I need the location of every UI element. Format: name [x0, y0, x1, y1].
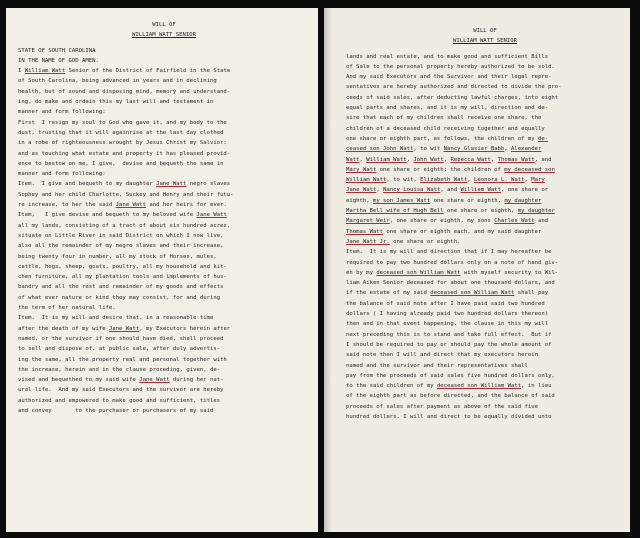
text-line [346, 93, 624, 103]
text-segment: ing the same, all the property real and personal together with [18, 356, 227, 363]
underlined-name: Elizabeth Watt [420, 177, 468, 184]
text-lines [18, 46, 310, 417]
page-subheading: WILLIAM WATT SENIOR [453, 38, 517, 45]
text-segment: of what ever nature or kind they may consist, for and during [18, 294, 221, 301]
text-line [18, 355, 310, 365]
text-line [18, 365, 310, 375]
text-line [18, 344, 310, 354]
text-line [18, 179, 310, 189]
text-line [346, 247, 624, 257]
text-segment: I should be required to pay or should pay the whole amount of [346, 341, 552, 348]
text-segment: said note then I will and direct that my executors herein [346, 352, 538, 359]
text-segment: pay from the proceeds of said sales five hundred dollars only, [346, 372, 555, 379]
underlined-name: Nancy Glasier Babb [443, 146, 505, 153]
text-line [18, 396, 310, 406]
text-line [346, 278, 624, 288]
text-segment: dollars ( I having already paid two hundred dollars thereon) [346, 311, 549, 318]
text-segment: and her heirs for ever. [145, 202, 227, 209]
page-subheading: WILLIAM WATT SENIOR [132, 32, 196, 39]
text-segment: Item. It is my will and desire that, in a reasonable time [18, 315, 214, 322]
text-segment: one share or eighth part, as follows, the children of my [346, 135, 538, 142]
text-segment: one share or eighth; the children of [376, 166, 505, 173]
text-segment: one share or eighth, [430, 197, 505, 204]
underlined-name: deceased son William Watt [376, 269, 461, 276]
underlined-name: Leonora L. Watt [474, 177, 525, 184]
underlined-name: Martha Bell wife of Hugh Bell [346, 208, 444, 215]
text-segment: required to pay two hundred dollars only on a note of hand giv- [346, 259, 559, 266]
text-segment: , in lieu [521, 383, 552, 390]
text-segment: cattle, hogs, sheep, goats, poultry, all my household and kit- [18, 263, 227, 270]
text-line [346, 113, 624, 123]
text-line [18, 169, 310, 179]
text-segment: of South Carolina, being advanced in years and in declining [18, 78, 217, 85]
text-segment: STATE OF SOUTH CAROLINA [18, 47, 96, 54]
page-heading: WILL OF [473, 28, 497, 34]
text-line [346, 391, 624, 401]
underlined-name: Jane Watt [346, 187, 377, 194]
text-segment: to the said children of my [346, 383, 437, 390]
underlined-name: John Watt [413, 156, 444, 163]
text-line [18, 313, 310, 323]
text-segment: to sell and dispose of, at public sale, after duly advertis- [18, 346, 221, 353]
text-line [18, 221, 310, 231]
text-line [18, 210, 310, 220]
document-page-left [6, 8, 318, 532]
text-segment: bandry and all the rest and remainder of my goods and effects [18, 284, 224, 291]
underlined-name: William Watt [24, 68, 66, 75]
text-segment: , [524, 177, 532, 184]
text-segment: one share or eighth each, and my said daughter [383, 228, 542, 235]
text-segment: And my said Executors and the Survivor and their legal repre- [346, 74, 552, 81]
text-segment: and convey to the purchaser or purchasers of my said [18, 407, 214, 414]
text-segment: health, but of sound and disposing mind, memory and understand- [18, 88, 231, 95]
text-line [18, 406, 310, 416]
text-line [18, 118, 310, 128]
text-segment: the term of her natural life. [18, 305, 116, 312]
text-line [18, 252, 310, 262]
text-segment: , and [534, 156, 552, 163]
text-line [346, 237, 624, 247]
text-segment: , [376, 187, 384, 194]
text-segment: negro slaves [186, 181, 231, 188]
text-segment: Item. I give and bequeth to my daughter [18, 181, 157, 188]
text-line [18, 149, 310, 159]
text-segment: then and in that event happening, the clause in this my will [346, 321, 549, 328]
text-line [346, 319, 624, 329]
text-line [346, 155, 624, 165]
underlined-name: my daughter [517, 208, 555, 215]
text-line [346, 52, 624, 62]
text-segment: ural life. And my said Executors and the survivor are hereby [18, 387, 224, 394]
text-line [18, 262, 310, 272]
text-line [346, 62, 624, 72]
text-segment: and [534, 218, 549, 225]
text-segment: hundred dollars, I will and direct to be equally divided unto [346, 413, 552, 420]
underlined-name: Mary Watt [346, 166, 377, 173]
text-line [346, 103, 624, 113]
text-segment: Item, I give devise and bequeth to my beloved wife [18, 212, 197, 219]
text-line [18, 97, 310, 107]
text-segment: , [490, 156, 498, 163]
text-segment: the increase, herein and in the clause proceding, given, de- [18, 366, 221, 373]
text-segment: one share or eighth, [443, 208, 518, 215]
text-line [18, 200, 310, 210]
text-segment: Item. It is my will and direction that if I may hereafter be [346, 249, 552, 256]
text-line [18, 159, 310, 169]
text-segment: shall pay [514, 290, 549, 297]
text-segment: situate on Little River in said District on which I now live, [18, 232, 224, 239]
underlined-name: William Watt [346, 177, 387, 184]
text-segment: named and the survivor and their representatives shall [346, 362, 528, 369]
underlined-name: deceased son William Watt [430, 290, 515, 297]
text-line [346, 299, 624, 309]
text-segment: Sophey and her child Charlotte, Suckey and Henry and their futu- [18, 191, 234, 198]
text-line [346, 309, 624, 319]
text-line [18, 66, 310, 76]
text-segment: during her nat- [169, 377, 224, 384]
text-segment: manner and form following: [18, 109, 106, 116]
text-line [18, 241, 310, 251]
text-segment: , [406, 156, 414, 163]
document-page-right [324, 8, 630, 532]
underlined-name: Jane Watt [115, 202, 146, 209]
text-segment: one share or eighth. [389, 238, 461, 245]
text-line [346, 288, 624, 298]
underlined-name: de- [537, 135, 549, 142]
text-segment: also all the remainder of my negro slaves and their increase, [18, 243, 224, 250]
text-segment: all my lands, consisting of a tract of about six hundred acres, [18, 222, 231, 229]
text-line [18, 76, 310, 86]
text-line [18, 334, 310, 344]
text-segment: after the death of my wife [18, 325, 109, 332]
text-line [18, 375, 310, 385]
text-segment: IN THE NAME OF GOD AMEN. [18, 57, 99, 64]
text-line [18, 231, 310, 241]
text-segment: , [359, 156, 367, 163]
text-line [18, 128, 310, 138]
underlined-name: my daughter [504, 197, 542, 204]
underlined-name: ceased son John Watt [346, 146, 414, 153]
underlined-name: my son James Watt [372, 197, 431, 204]
underlined-name: Mary [531, 177, 545, 184]
page-heading: WILL OF [152, 22, 176, 28]
text-segment: equal parts and shares, and it is my will, direction and de- [346, 105, 549, 112]
underlined-name: William Watt [460, 187, 501, 194]
underlined-name: Rebecca Watt [450, 156, 491, 163]
underlined-name: deceased son William Watt [436, 383, 522, 390]
text-segment: , one share or [500, 187, 549, 194]
text-line [346, 258, 624, 268]
text-segment: authorized and empowered to make good and sufficient, titles [18, 397, 221, 404]
underlined-name: Alexander [511, 146, 542, 153]
text-line [346, 340, 624, 350]
underlined-name: Jane Watt [108, 325, 140, 332]
text-segment: First I resign my soul to God who gave it, and my body to the [18, 119, 227, 126]
text-segment: next preceding this is to stand and take full effect. But if [346, 331, 552, 338]
text-lines [346, 52, 624, 423]
underlined-name: Watt [346, 156, 360, 163]
text-line [18, 385, 310, 395]
underlined-name: Margaret Weir [346, 218, 390, 225]
text-line [346, 361, 624, 371]
underlined-name: William Watt [366, 156, 407, 163]
text-segment: ing, do make and ordain this my last will and testament in [18, 99, 214, 106]
page-text [18, 20, 310, 416]
text-line [18, 190, 310, 200]
text-segment: , [443, 156, 451, 163]
page-text [346, 26, 624, 422]
text-line [18, 324, 310, 334]
text-segment: lands and real estate, and to make good and sufficient Bills [346, 53, 549, 60]
underlined-name: my deceased son [504, 166, 555, 173]
text-line [346, 268, 624, 278]
text-segment: I [18, 68, 25, 75]
text-line [346, 196, 624, 206]
text-line [18, 107, 310, 117]
text-segment: , to wit [413, 146, 444, 153]
text-segment: , to wit, [386, 177, 421, 184]
text-line [18, 56, 310, 66]
text-line [346, 402, 624, 412]
underlined-name: Thomas Watt [497, 156, 535, 163]
text-line [346, 227, 624, 237]
text-line [18, 293, 310, 303]
underlined-name: Jane Watt [156, 181, 187, 188]
text-segment: vised and bequethed to my said wife [18, 377, 140, 384]
text-line [346, 82, 624, 92]
text-segment: of Sale to the personal property hereby authorized to be sold. [346, 63, 555, 70]
text-segment: if the estate of my said [346, 290, 431, 297]
text-line [346, 185, 624, 195]
text-line [346, 72, 624, 82]
text-segment: being twenty four in number, all my stock of Horses, mules, [18, 253, 217, 260]
text-segment: proceeds of sales after payment as above of the said five [346, 403, 538, 410]
text-segment: , and [440, 187, 461, 194]
text-line [346, 350, 624, 360]
text-segment: Senior of the District of Fairfield in the State [65, 68, 231, 75]
text-segment: , [504, 146, 512, 153]
text-segment: liam Aiken Senior deceased for about one thousand dollars, and [346, 280, 555, 287]
text-line [18, 303, 310, 313]
text-segment: children of a deceased child receiving together and equally [346, 125, 545, 132]
underlined-name: Thomas Watt [346, 228, 384, 235]
text-segment: en by my [346, 269, 377, 276]
text-segment: , [467, 177, 475, 184]
text-segment: sire that each of my children shall receive one share, the [346, 115, 542, 122]
text-line [346, 206, 624, 216]
text-segment: , my Executors herein after [139, 325, 231, 332]
underlined-name: Jane Watt Jr. [346, 238, 390, 245]
text-segment: chen furniture, all my plantation tools and implements of hus- [18, 274, 227, 281]
text-segment: manner and form following: [18, 171, 106, 178]
text-line [346, 144, 624, 154]
text-line [346, 124, 624, 134]
text-line [18, 87, 310, 97]
text-segment: eighth, [346, 197, 373, 204]
text-line [18, 138, 310, 148]
text-line [18, 282, 310, 292]
text-line [346, 175, 624, 185]
text-segment: named, or the survivor if one should have died, shall proceed [18, 335, 224, 342]
text-segment: the balance of said note after I have paid said two hundred [346, 300, 545, 307]
text-line [346, 330, 624, 340]
text-segment: dust, trusting that it will againrise at the last day clothed [18, 129, 224, 136]
text-segment: ceeds of said sales, after deducting lawful charges, into eight [346, 94, 559, 101]
text-line [346, 412, 624, 422]
text-segment: sentatives are hereby authorized and directed to divide the pro- [346, 84, 562, 91]
text-segment: and as touching what estate and property it has pleased provid- [18, 150, 231, 157]
text-segment: ence to bestow on me, I give, devise and bequeth the same in [18, 160, 224, 167]
text-line [346, 371, 624, 381]
text-line [346, 134, 624, 144]
underlined-name: Jane Watt [139, 377, 170, 384]
text-segment: in a robe of righteousness wrought by Jesus Christ my Salvior: [18, 140, 227, 147]
text-line [346, 216, 624, 226]
text-segment: , one share or eighth, my sons [389, 218, 495, 225]
text-line [346, 381, 624, 391]
text-line [18, 46, 310, 56]
underlined-name: Charles Watt [494, 218, 535, 225]
underlined-name: Jane Watt [196, 212, 227, 219]
underlined-name: Nancy Louisa Watt [383, 187, 441, 194]
text-segment: re increase, to her the said [18, 202, 116, 209]
text-segment: of the eighth part as before directed, and the balance of said [346, 393, 555, 400]
text-line [18, 272, 310, 282]
text-segment: with myself security to Wil- [460, 269, 559, 276]
text-line [346, 165, 624, 175]
